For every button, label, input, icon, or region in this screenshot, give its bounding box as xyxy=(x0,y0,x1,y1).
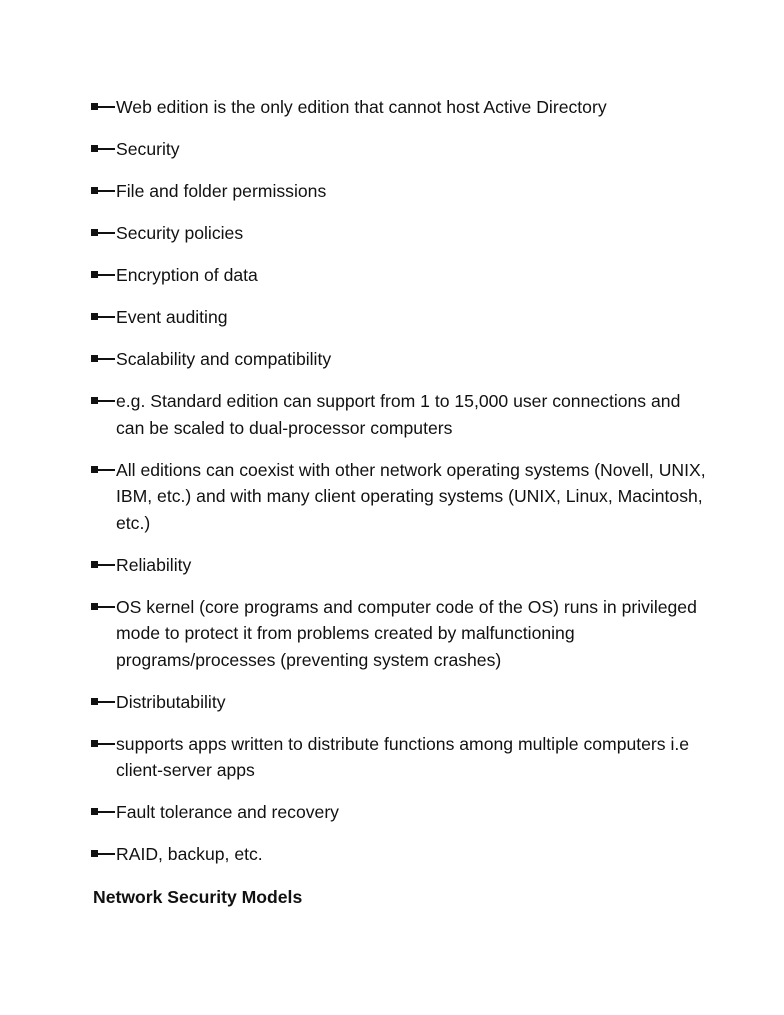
bullet-icon xyxy=(90,144,116,154)
bullet-icon xyxy=(90,102,116,112)
list-item-text: supports apps written to distribute functions among multiple computers i.e client-server apps xyxy=(116,733,690,780)
bullet-icon xyxy=(90,849,116,859)
list-item-text: e.g. Standard edition can support from 1 to 15,000 user connections and can be scaled to dual-processor computers xyxy=(116,391,681,438)
list-item-text: Security xyxy=(116,139,180,159)
list-item xyxy=(90,262,710,289)
bullet-list xyxy=(90,94,710,883)
list-item-text: Fault tolerance and recovery xyxy=(116,802,339,822)
bullet-icon xyxy=(90,560,116,570)
list-item xyxy=(90,552,710,579)
list-item xyxy=(90,304,710,331)
bullet-icon xyxy=(90,739,116,749)
list-item-text: Web edition is the only edition that cannot host Active Directory xyxy=(116,97,607,117)
bullet-icon xyxy=(90,396,116,406)
bullet-icon xyxy=(90,697,116,707)
list-item xyxy=(90,731,710,784)
bullet-icon xyxy=(90,807,116,817)
list-item xyxy=(90,178,710,205)
list-item xyxy=(90,799,710,826)
section-heading: Network Security Models xyxy=(93,887,303,907)
bullet-icon xyxy=(90,228,116,238)
list-item-text: Event auditing xyxy=(116,307,228,327)
list-item-text: Security policies xyxy=(116,223,244,243)
list-item xyxy=(90,346,710,373)
list-item-text: Scalability and compatibility xyxy=(116,349,332,369)
list-item xyxy=(90,136,710,163)
list-item-text: File and folder permissions xyxy=(116,181,327,201)
list-item xyxy=(90,388,710,441)
list-item xyxy=(90,689,710,716)
list-item-text: All editions can coexist with other network operating systems (Novell, UNIX, IBM, etc.) and with many client operating systems (UNIX, Linux, Macintosh, etc.) xyxy=(116,459,706,533)
list-item xyxy=(90,594,710,674)
list-item-text: Reliability xyxy=(116,554,192,575)
list-item-text: OS kernel (core programs and computer code of the OS) runs in privileged mode to protect it from problems created by malfunctioning programs/processes (preventing system crashes) xyxy=(116,596,697,670)
list-item-text: RAID, backup, etc. xyxy=(116,844,263,864)
bullet-icon xyxy=(90,602,116,612)
list-item xyxy=(90,220,710,247)
list-item xyxy=(90,94,710,121)
bullet-icon xyxy=(90,186,116,196)
bullet-icon xyxy=(90,312,116,322)
list-item-text: Encryption of data xyxy=(116,265,258,285)
list-item xyxy=(90,841,710,868)
bullet-icon xyxy=(90,465,116,475)
list-item-text: Distributability xyxy=(116,691,226,712)
bullet-icon xyxy=(90,270,116,280)
list-item xyxy=(90,457,710,537)
bullet-icon xyxy=(90,354,116,364)
